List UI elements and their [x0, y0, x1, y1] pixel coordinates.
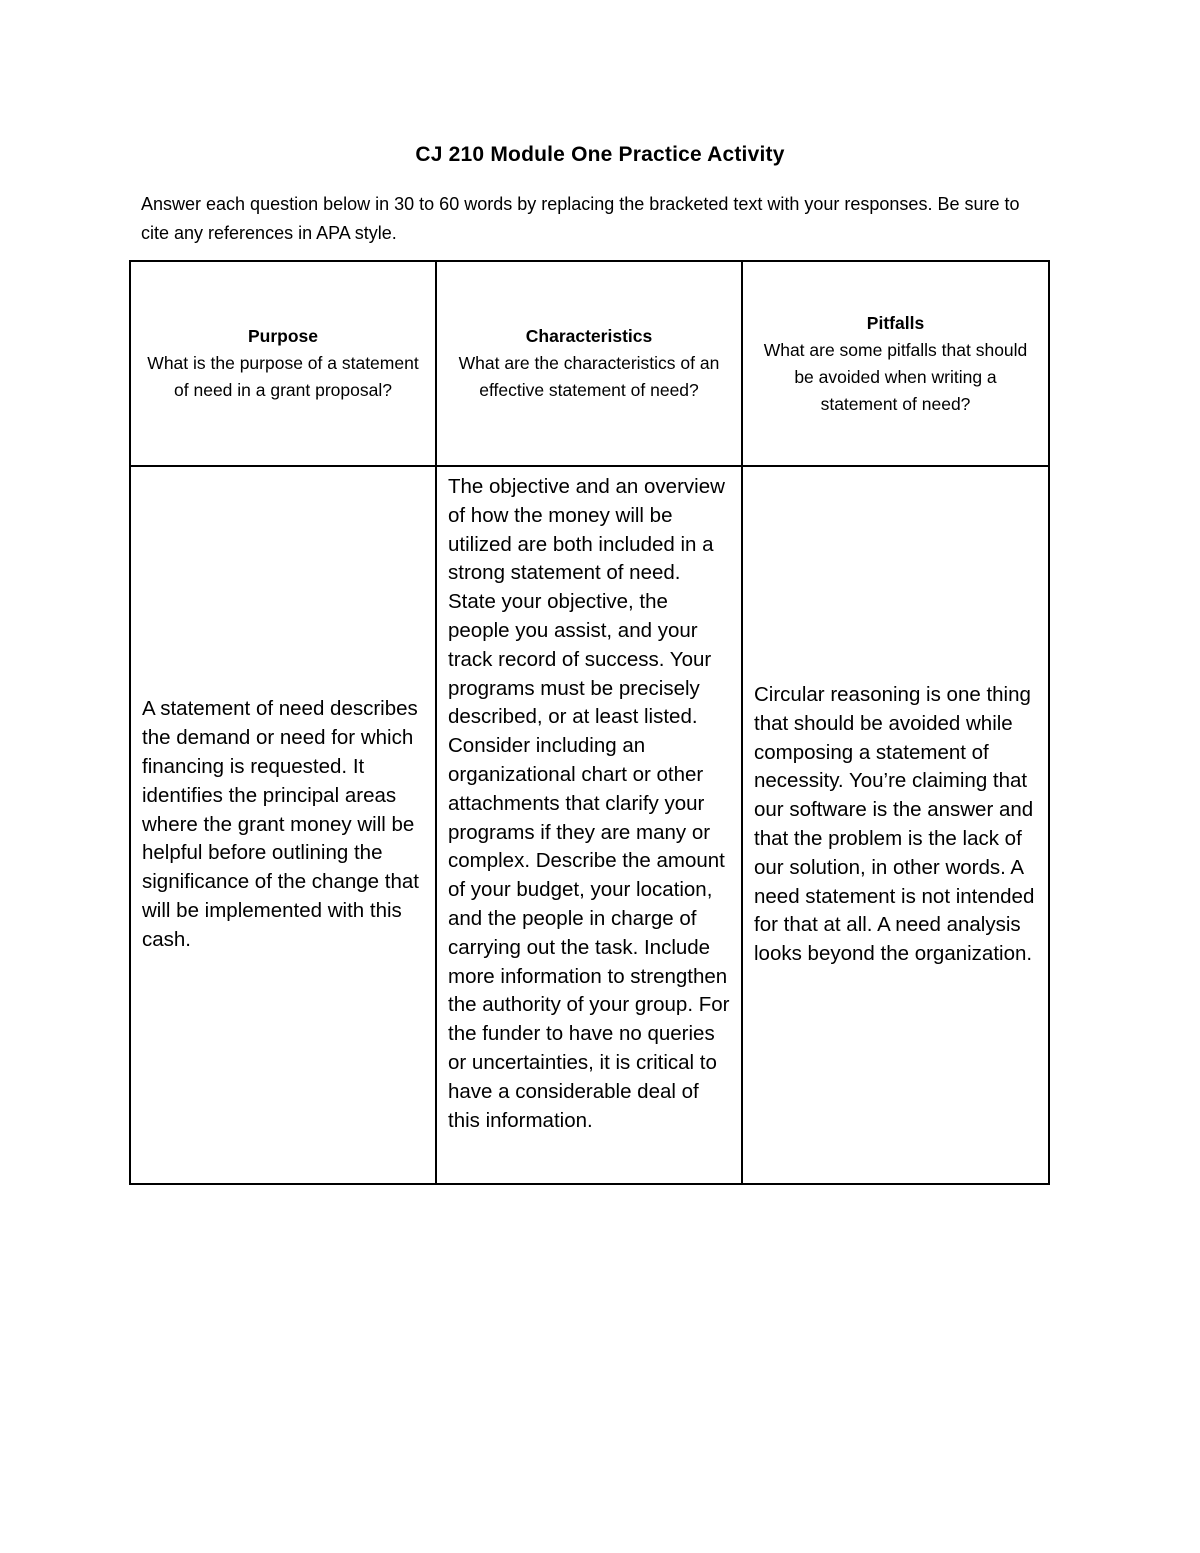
column-label: Characteristics: [525, 326, 653, 346]
answer-cell-characteristics: [436, 466, 742, 1184]
answer-cell-pitfalls: [742, 466, 1049, 1184]
header-cell-purpose: [130, 261, 436, 466]
column-question: What are the characteristics of an effective statement of need?: [458, 353, 720, 400]
table-header-row: [130, 261, 1049, 466]
column-question: What are some pitfalls that should be avoided when writing a statement of need?: [763, 339, 1028, 414]
column-label: Purpose: [247, 326, 319, 346]
answer-text: The objective and an overview of how the money will be utilized are both included in a strong statement of need. State your objective, the people you assist, and your track record of success. Your programs must be precisely described, or at least listed. Consider including an organizational chart or other attachments that clarify your programs if they are many or complex. Describe the amount of your budget, your location, and the people in charge of carrying out the task. Include more information to strengthen the authority of your group. For the funder to have no queries or uncertainties, it is critical to have a considerable deal of this information.: [448, 475, 730, 1132]
header-cell-pitfalls: [742, 261, 1049, 466]
answer-cell-purpose: [130, 466, 436, 1184]
answer-text: Circular reasoning is one thing that should be avoided while composing a statement of necessity. You’re claiming that our software is the answer and that the problem is the lack of our solution, in other words. A need statement is not intended for that at all. A need analysis looks beyond the organization.: [754, 683, 1035, 966]
answer-text: A statement of need describes the demand or need for which financing is requested. It identifies the principal areas where the grant money will be helpful before outlining the significance of the change that will be implemented with this cash.: [142, 697, 419, 951]
statement-of-need-table: [129, 260, 1050, 1185]
page-title: CJ 210 Module One Practice Activity: [415, 143, 785, 166]
column-question: What is the purpose of a statement of need in a grant proposal?: [147, 353, 419, 400]
column-label: Pitfalls: [866, 312, 925, 333]
instructions-paragraph: Answer each question below in 30 to 60 words by replacing the bracketed text with your responses. Be sure to cite any references in APA style.: [141, 194, 1020, 243]
table-answer-row: [130, 466, 1049, 1184]
header-cell-characteristics: [436, 261, 742, 466]
